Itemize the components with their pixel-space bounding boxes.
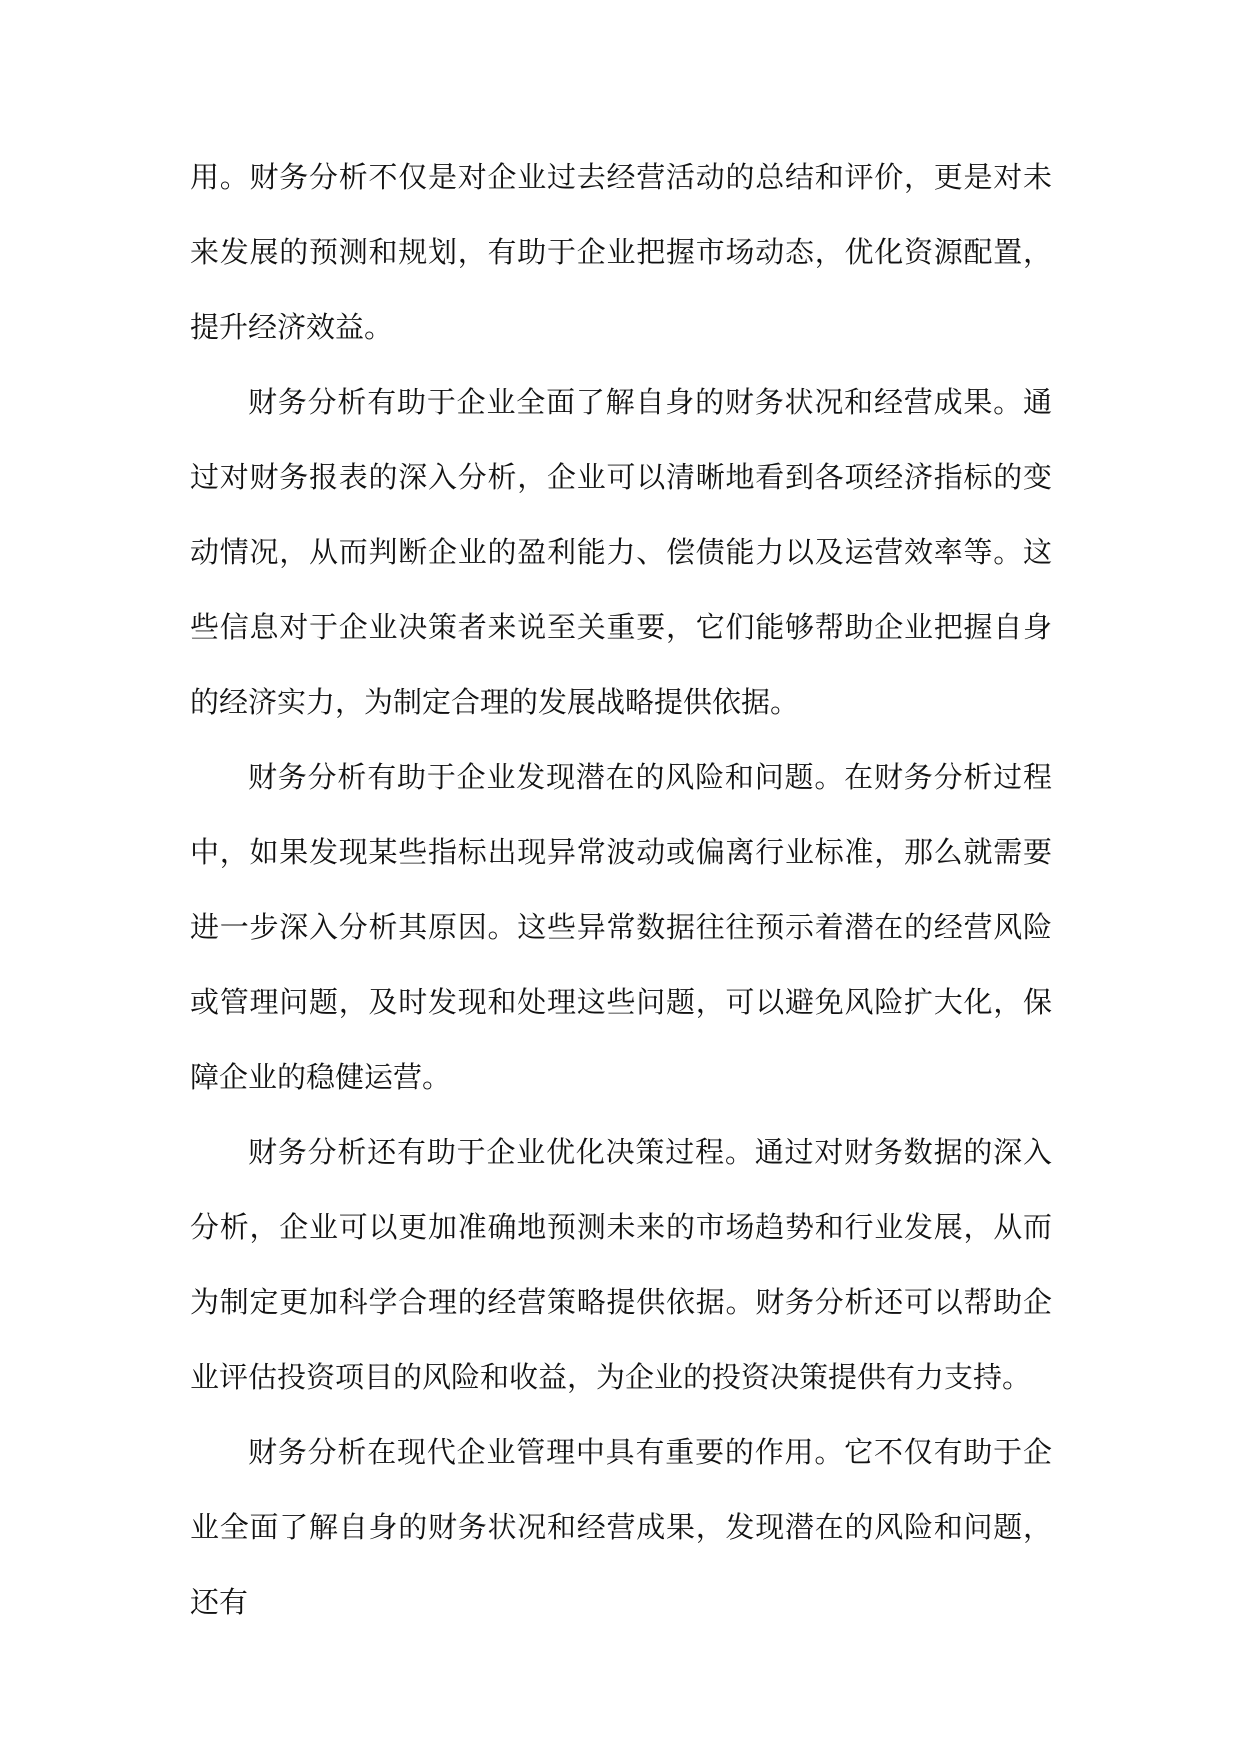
paragraph-financial-status: 财务分析有助于企业全面了解自身的财务状况和经营成果。通过对财务报表的深入分析，企业可以清晰地看到各项经济指标的变动情况，从而判断企业的盈利能力、偿债能力以及运营效率等。这些信息对于企业决策者来说至关重要，它们能够帮助企业把握自身的经济实力，为制定合理的发展战略提供依据。 xyxy=(190,385,1052,719)
paragraph-risk-discovery: 财务分析有助于企业发现潜在的风险和问题。在财务分析过程中，如果发现某些指标出现异常波动或偏离行业标准，那么就需要进一步深入分析其原因。这些异常数据往往预示着潜在的经营风险或管理问题，及时发现和处理这些问题，可以避免风险扩大化，保障企业的稳健运营。 xyxy=(190,760,1052,1094)
document-body xyxy=(190,140,1052,1640)
paragraph-summary: 财务分析在现代企业管理中具有重要的作用。它不仅有助于企业全面了解自身的财务状况和经营成果，发现潜在的风险和问题，还有 xyxy=(190,1435,1052,1619)
paragraph-decision-optimization: 财务分析还有助于企业优化决策过程。通过对财务数据的深入分析，企业可以更加准确地预测未来的市场趋势和行业发展，从而为制定更加科学合理的经营策略提供依据。财务分析还可以帮助企业评估投资项目的风险和收益，为企业的投资决策提供有力支持。 xyxy=(190,1135,1052,1394)
paragraph-continuation: 用。财务分析不仅是对企业过去经营活动的总结和评价，更是对未来发展的预测和规划，有助于企业把握市场动态，优化资源配置，提升经济效益。 xyxy=(190,160,1052,344)
